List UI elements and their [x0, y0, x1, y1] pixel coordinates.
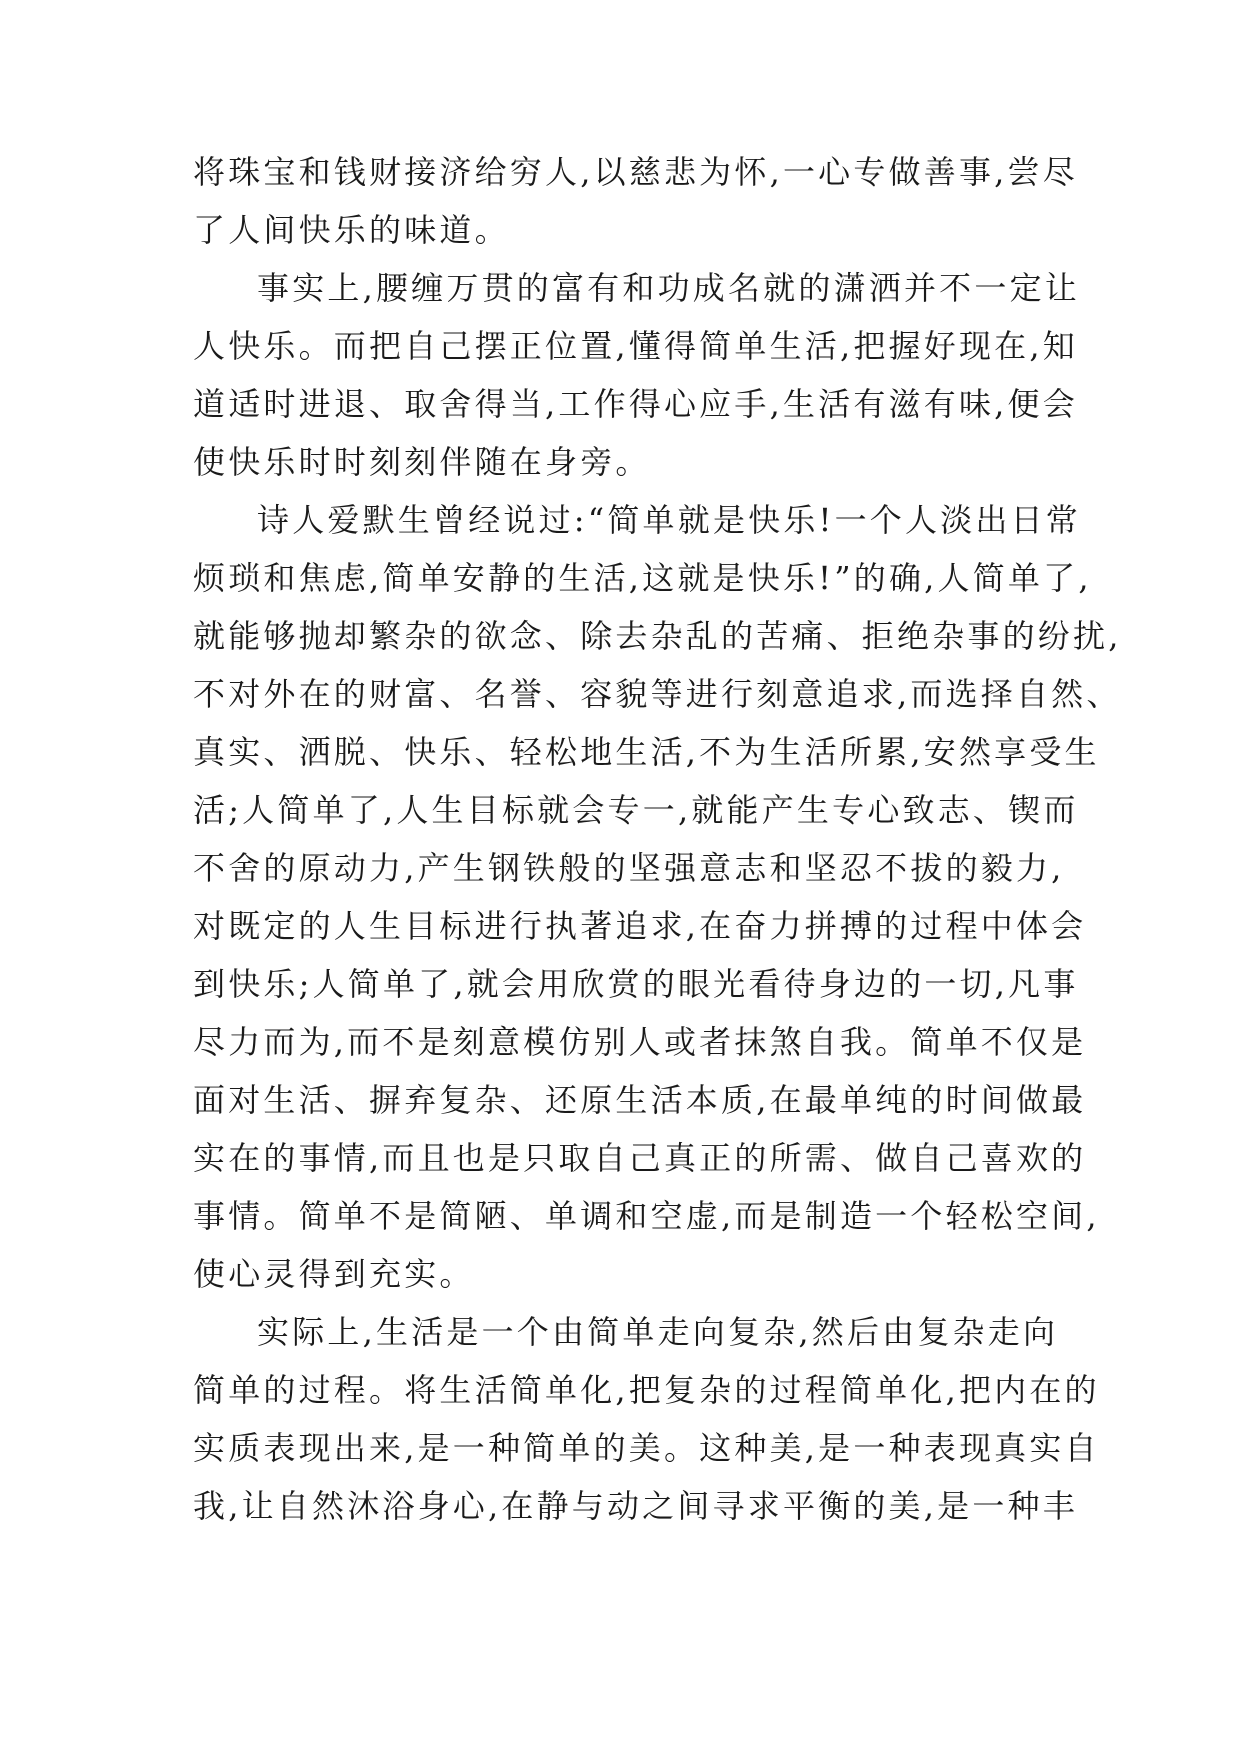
- text-line: 将珠宝和钱财接济给穷人,以慈悲为怀,一心专做善事,尝尽: [193, 153, 1078, 191]
- text-line: 尽力而为,而不是刻意模仿别人或者抹煞自我。简单不仅是: [193, 1023, 1087, 1061]
- text-line: 到快乐;人简单了,就会用欣赏的眼光看待身边的一切,凡事: [193, 965, 1079, 1003]
- text-line: 实在的事情,而且也是只取自己真正的所需、做自己喜欢的: [193, 1139, 1087, 1177]
- paragraph-start-line: 实际上,生活是一个由简单走向复杂,然后由复杂走向: [257, 1313, 1059, 1351]
- text-line: 道适时进退、取舍得当,工作得心应手,生活有滋有味,便会: [193, 385, 1078, 423]
- text-line: 使快乐时时刻刻伴随在身旁。: [193, 443, 651, 481]
- text-line: 对既定的人生目标进行执著追求,在奋力拼搏的过程中体会: [193, 907, 1087, 945]
- text-line: 使心灵得到充实。: [193, 1255, 475, 1293]
- text-line: 烦琐和焦虑,简单安静的生活,这就是快乐!”的确,人简单了,: [193, 559, 1092, 597]
- text-line: 活;人简单了,人生目标就会专一,就能产生专心致志、锲而: [193, 791, 1079, 829]
- text-line: 了人间快乐的味道。: [193, 211, 510, 249]
- text-line: 面对生活、摒弃复杂、还原生活本质,在最单纯的时间做最: [193, 1081, 1087, 1119]
- text-line: 我,让自然沐浴身心,在静与动之间寻求平衡的美,是一种丰: [193, 1487, 1078, 1525]
- text-line: 实质表现出来,是一种简单的美。这种美,是一种表现真实自: [193, 1429, 1100, 1467]
- text-line: 不舍的原动力,产生钢铁般的坚强意志和坚忍不拔的毅力,: [193, 849, 1065, 887]
- paragraph-start-line: 事实上,腰缠万贯的富有和功成名就的潇洒并不一定让: [257, 269, 1080, 307]
- text-line: 真实、洒脱、快乐、轻松地生活,不为生活所累,安然享受生: [193, 733, 1100, 771]
- text-line: 不对外在的财富、名誉、容貌等进行刻意追求,而选择自然、: [193, 675, 1122, 713]
- text-line: 事情。简单不是简陋、单调和空虚,而是制造一个轻松空间,: [193, 1197, 1100, 1235]
- paragraph-start-line: 诗人爱默生曾经说过:“简单就是快乐!一个人淡出日常: [257, 501, 1082, 539]
- text-line: 简单的过程。将生活简单化,把复杂的过程简单化,把内在的: [193, 1371, 1100, 1409]
- text-line: 人快乐。而把自己摆正位置,懂得简单生活,把握好现在,知: [193, 327, 1078, 365]
- text-line: 就能够抛却繁杂的欲念、除去杂乱的苦痛、拒绝杂事的纷扰,: [193, 617, 1122, 655]
